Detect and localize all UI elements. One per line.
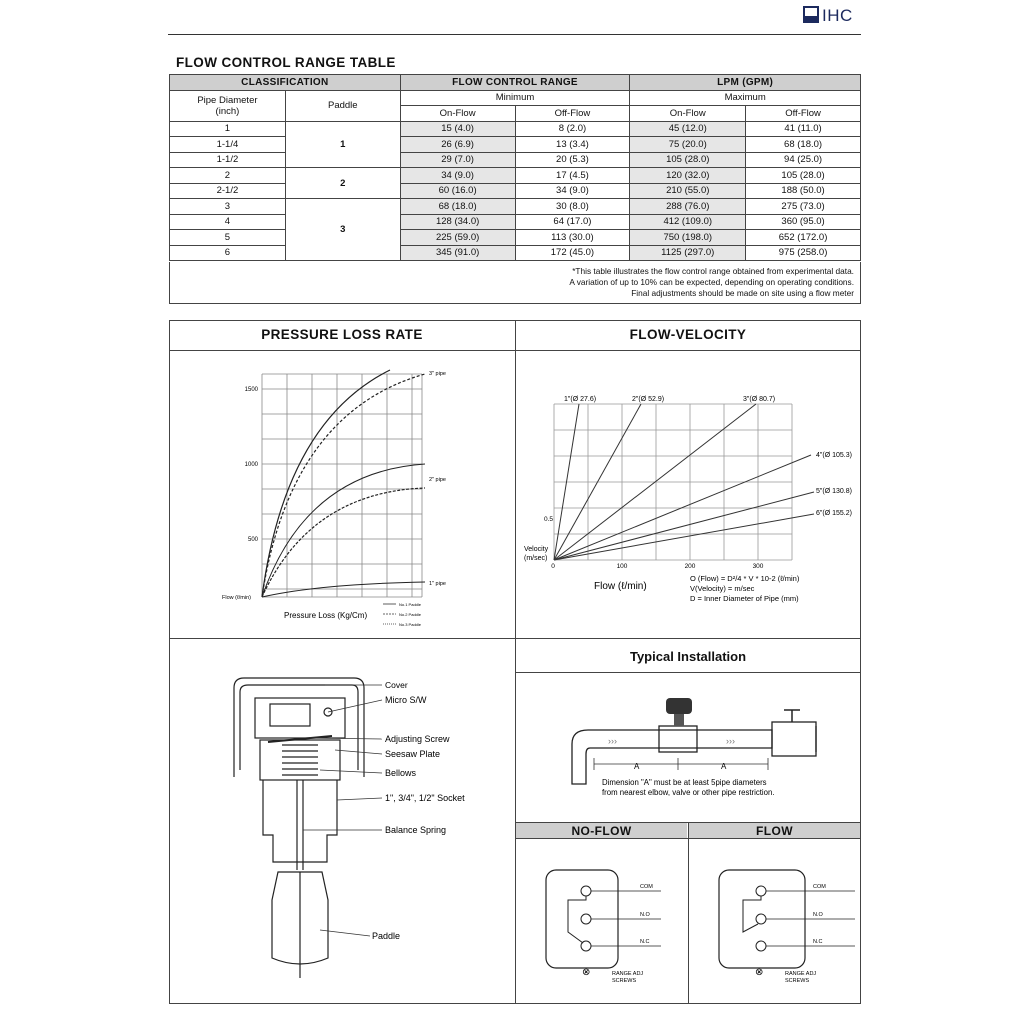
legend-entry: No.2 Paddle [399,612,422,617]
no-flow-title: NO-FLOW [571,824,632,838]
dimension-label: A [721,762,727,771]
flow-velocity-title: FLOW-VELOCITY [629,327,747,342]
curve-1in [262,582,425,597]
y-tick: 0.5 [544,516,554,523]
legend-entry: No.3 Paddle [399,622,422,627]
panel-divider [169,638,861,639]
pipe-icon [572,722,816,784]
curves [262,370,425,597]
table-row: 6 345 (91.0) 172 (45.0) 1125 (297.0) 975 (258.0) [170,245,861,261]
x-tick: 200 [684,563,696,570]
line-label: 5"(Ø 130.8) [816,488,852,495]
header-classification: CLASSIFICATION [170,75,401,91]
screws-label: SCREWS [785,978,810,984]
header-paddle: Paddle [285,90,400,121]
table-row: 1 1 15 (4.0) 8 (2.0) 45 (12.0) 41 (11.0) [170,121,861,137]
switch-cross-section [170,640,514,1002]
terminal-label: COM [640,884,653,890]
header-min-off-flow: Off-Flow [515,106,630,122]
line-label: 1"(Ø 27.6) [564,396,597,403]
cover-icon [234,678,364,777]
pressure-loss-title: PRESSURE LOSS RATE [261,327,423,342]
curve-label: 3" pipe [429,371,446,377]
curve-2in-solid [262,464,425,597]
header-maximum: Maximum [630,90,861,106]
table-row: 3 3 68 (18.0) 30 (8.0) 288 (76.0) 275 (73.0) [170,199,861,215]
screw-icon: ⊗ [582,967,591,978]
paddle-cell: 1 [285,121,400,168]
line-label: 6"(Ø 155.2) [816,510,852,517]
flow-switch-icon [666,698,692,726]
header-minimum: Minimum [400,90,630,106]
y-tick: 500 [247,537,258,543]
paddle-cell: 3 [285,199,400,261]
header-pipe-diameter: Pipe Diameter (inch) [170,90,286,121]
no-flow-diagram [516,840,687,1002]
formula-line: D = Inner Diameter of Pipe (mm) [690,594,799,603]
formula-line: V(Velocity) = m/sec [690,584,755,593]
line-label: 2"(Ø 52.9) [632,396,665,403]
bellows-icon [260,736,340,780]
header-rule [168,34,861,35]
installation-caption: from nearest elbow, valve or other pipe restriction. [602,788,775,797]
part-label: Bellows [385,768,417,778]
curve-label: 2" pipe [429,477,446,483]
x-tick: 100 [616,563,628,570]
table-note: *This table illustrates the flow control range obtained from experimental data. A variation of up to 10% can be expected, depending on operating conditions. Final adjustments should be made on site using a flow meter [169,262,861,304]
header-min-on-flow: On-Flow [400,106,515,122]
formula-line: O (Flow) = D²/4 * V * 10-2 (ℓ/min) [690,574,800,583]
chart-legend [383,602,422,627]
terminal-label: N.C [640,939,650,945]
line-label: 3"(Ø 80.7) [743,396,776,403]
part-label: Micro S/W [385,695,427,705]
x-tick: 0 [551,563,555,570]
paddle-icon [272,872,328,978]
screw-icon: ⊗ [755,967,764,978]
x-axis-label: Pressure Loss (Kg/Cm) [284,611,368,620]
leader-lines [303,685,382,936]
flow-control-range-table [169,74,861,261]
y-tick: 1000 [244,462,258,468]
terminal-label: COM [813,884,826,890]
screws-label: RANGE ADJ [612,971,644,977]
legend-entry: No.1 Paddle [399,602,422,607]
table-row: 2-1/2 60 (16.0) 34 (9.0) 210 (55.0) 188 (50.0) [170,183,861,199]
installation-caption: Dimension "A" must be at least 5pipe diameters [602,778,767,787]
table-row: 1-1/2 29 (7.0) 20 (5.3) 105 (28.0) 94 (25.0) [170,152,861,168]
valve-icon [784,710,800,722]
terminal-label: N.O [813,912,823,918]
x-axis-label: Flow (ℓ/min) [594,581,647,592]
dimension-lines [594,758,768,770]
part-label: Paddle [372,931,401,941]
socket-body-icon [263,780,337,870]
part-label: Balance Spring [385,825,447,835]
part-label: 1", 3/4", 1/2" Socket [385,793,465,803]
terminal-label: N.C [813,939,823,945]
paddle-cell: 2 [285,168,400,199]
table-row: 5 225 (59.0) 113 (30.0) 750 (198.0) 652 (172.0) [170,230,861,246]
header-lpm: LPM (GPM) [630,75,861,91]
brand-logo: IHC [803,6,853,26]
panel-divider [515,672,861,673]
curve-label: 1" pipe [429,581,446,587]
dimension-label: A [634,762,640,771]
line-label: 4"(Ø 105.3) [816,452,852,459]
header-max-on-flow: On-Flow [630,106,746,122]
y-axis-label: Velocity [524,546,549,553]
flow-diagram [689,840,860,1002]
flow-arrows-icon: ››› [726,736,735,746]
part-label: Cover [385,680,408,690]
table-title: FLOW CONTROL RANGE TABLE [176,55,396,70]
header-max-off-flow: Off-Flow [746,106,861,122]
y-tick: 1500 [244,387,258,393]
x-tick: 300 [752,563,764,570]
chart-grid [262,374,422,597]
table-row: 4 128 (34.0) 64 (17.0) 412 (109.0) 360 (95.0) [170,214,861,230]
curve-3in-dashed [262,374,425,597]
panel-divider [169,350,861,351]
table-row: 2 2 34 (9.0) 17 (4.5) 120 (32.0) 105 (28.0) [170,168,861,184]
chart-grid [554,404,792,560]
screws-label: SCREWS [612,978,637,984]
pressure-loss-chart [170,352,514,637]
flow-arrows-icon: ››› [608,736,617,746]
screws-label: RANGE ADJ [785,971,817,977]
terminal-label: N.O [640,912,650,918]
y-axis-label: Flow (ℓ/min) [222,595,251,601]
part-label: Seesaw Plate [385,749,441,759]
table-row: 1-1/4 26 (6.9) 13 (3.4) 75 (20.0) 68 (18.0) [170,137,861,153]
y-axis-label: (m/sec) [524,555,548,562]
flow-title: FLOW [756,824,793,838]
logo-mark-icon [803,6,819,23]
header-flow-control-range: FLOW CONTROL RANGE [400,75,630,91]
installation-title: Typical Installation [629,649,747,664]
part-label: Adjusting Screw [385,734,450,744]
flow-velocity-chart [516,352,860,637]
installation-diagram [516,674,860,821]
